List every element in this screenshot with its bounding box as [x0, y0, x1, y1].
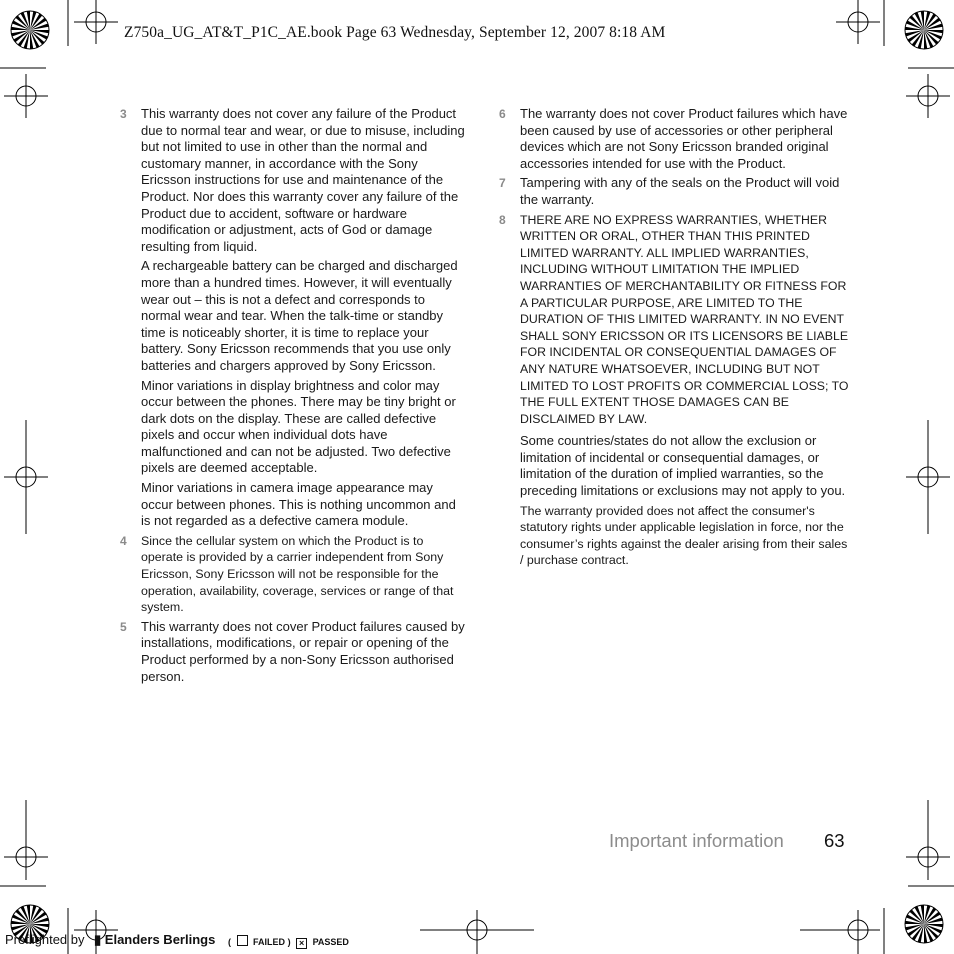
item-number: 5	[120, 619, 127, 634]
paragraph: Since the cellular system on which the Product is to operate is provided by a carrier independent from Sony Ericsson, Sony Ericsson will not be responsible for the operation, availability, coverage, services or range of that system.	[141, 533, 454, 615]
elanders-logo-icon: ▮	[94, 932, 102, 947]
paragraph: Minor variations in display brightness and color may occur between the phones. There may be tiny bright or dark dots on the display. These are called defective pixels and occur when individual dots have malfunctioned and can not be adjusted. Two defective pixels are deemed acceptable.	[141, 377, 456, 476]
open-paren: (	[228, 937, 231, 947]
warranty-item-8	[499, 212, 849, 431]
item-number: 4	[120, 533, 127, 548]
warranty-item-7	[499, 175, 849, 211]
paragraph: This warranty does not cover any failure of the Product due to normal tear and wear, or due to misuse, including but not limited to use in other than the normal and customary manner, in accordance with the Sony Ericsson instructions for use and maintenance of the Product. Nor does this warranty cover any failure of the Product due to accident, software or hardware modification or adjustment, acts of God or damage resulting from liquid.	[141, 106, 465, 254]
registration-mark-bottom-right-inner	[800, 910, 880, 954]
item-number: 3	[120, 107, 127, 121]
paragraph: Tampering with any of the seals on the Product will void the warranty.	[520, 175, 840, 207]
passed-checkbox: ×	[296, 938, 307, 949]
starburst-mark-top-right	[905, 11, 943, 49]
starburst-mark-top-left	[11, 11, 49, 49]
starburst-mark-bottom-right	[905, 905, 943, 943]
right-column	[499, 106, 849, 572]
passed-label: PASSED	[312, 937, 349, 947]
company-name: Elanders Berlings	[104, 932, 216, 947]
paragraph: The warranty does not cover Product failures which have been caused by use of accessories or other peripheral devices which are not Sony Ericsson branded original accessories intended for use with the Product.	[520, 106, 848, 171]
page-number: 63	[824, 830, 845, 851]
registration-mark-right-middle	[906, 420, 950, 534]
paragraph: THERE ARE NO EXPRESS WARRANTIES, WHETHER WRITTEN OR ORAL, OTHER THAN THIS PRINTED LIMITED WARRANTY. ALL IMPLIED WARRANTIES, INCLUDING WITHOUT LIMITATION THE IMPLIED WARRANTIES OF MERCHANTABILITY OR FITNESS FOR A PARTICULAR PURPOSE, ARE LIMITED TO THE DURATION OF THIS LIMITED WARRANTY. IN NO EVENT SHALL SONY ERICSSON OR ITS LICENSORS BE LIABLE FOR INCIDENTAL OR CONSEQUENTIAL DAMAGES OF ANY NATURE WHATSOEVER, INCLUDING BUT NOT LIMITED TO LOST PROFITS OR COMMERCIAL LOSS; TO THE FULL EXTENT THOSE DAMAGES CAN BE DISCLAIMED BY LAW.	[520, 212, 849, 426]
failed-label: FAILED	[253, 937, 286, 947]
registration-mark-left-middle	[4, 420, 48, 534]
registration-mark-right-lower	[906, 800, 950, 880]
item-number: 8	[499, 212, 506, 227]
paragraph: The warranty provided does not affect the consumer's statutory rights under applicable legislation in force, nor the consumer’s rights against the dealer arising from their sales / purchase contract.	[520, 503, 848, 568]
print-header: Z750a_UG_AT&T_P1C_AE.book Page 63 Wednesday, September 12, 2007 8:18 AM	[124, 24, 666, 41]
warranty-item-4	[120, 533, 468, 619]
warranty-item-5	[120, 619, 468, 688]
section-title: Important information	[609, 830, 784, 851]
warranty-item-6	[499, 106, 849, 175]
registration-mark-left-lower	[4, 800, 48, 880]
paragraph: A rechargeable battery can be charged and discharged more than a hundred times. However, it will eventually wear out – this is not a defect and corresponds to normal wear and tear. When the talk-time or standby time is noticeably shorter, it is time to replace your battery. Sony Ericsson recommends that you use only batteries and chargers approved by Sony Ericsson.	[141, 258, 458, 373]
paragraph: Minor variations in camera image appearance may occur between phones. This is nothing uncommon and is not regarded as a defective camera module.	[141, 480, 456, 529]
left-column	[120, 106, 468, 688]
preflight-label: Preflighted by	[5, 932, 85, 947]
preflight-status	[228, 935, 349, 949]
registration-mark-left-upper	[4, 74, 48, 118]
warranty-item-3	[120, 106, 468, 533]
registration-mark-right-upper	[906, 74, 950, 118]
registration-mark-top-left-inner	[74, 0, 118, 44]
item-number: 6	[499, 107, 506, 121]
paragraph: Some countries/states do not allow the exclusion or limitation of incidental or consequential damages, or limitation of the duration of implied warranties, so the preceding limitations or exclusions may not apply to you.	[520, 433, 846, 499]
close-paren: )	[287, 937, 291, 947]
paragraph: This warranty does not cover Product failures caused by installations, modifications, or repair or opening of the Product performed by a non-Sony Ericsson authorised person.	[141, 618, 465, 684]
registration-mark-bottom-center	[420, 910, 534, 954]
failed-checkbox	[237, 935, 248, 946]
item-number: 7	[499, 176, 506, 191]
elanders-logo	[94, 932, 215, 948]
registration-mark-top-right-inner	[836, 0, 880, 44]
